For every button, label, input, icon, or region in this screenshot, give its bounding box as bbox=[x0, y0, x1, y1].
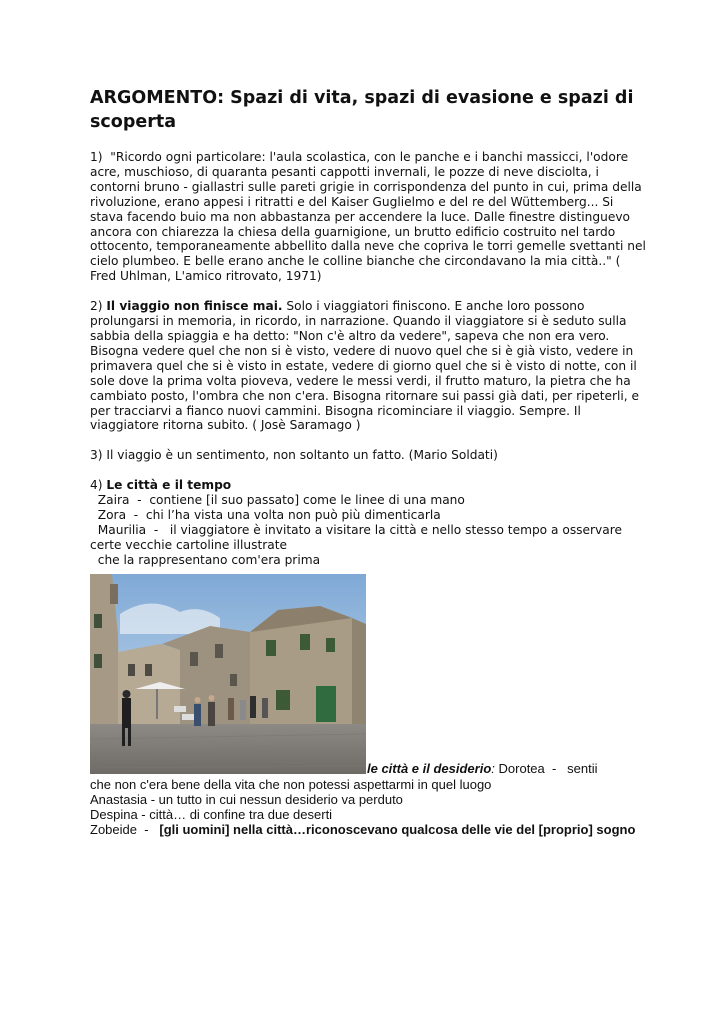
section-4-line-zaira: Zaira - contiene [il suo passato] come le linee di una mano bbox=[90, 493, 465, 508]
document-title: ARGOMENTO: Spazi di vita, spazi di evasione e spazi di scoperta bbox=[90, 88, 634, 132]
section-5-line-despina: Despina - città… di confine tra due deserti bbox=[90, 806, 333, 822]
section-5-zobeide-bold: [gli uomini] nella città…riconoscevano qualcosa delle vie del [proprio] sogno bbox=[159, 821, 636, 837]
document-page bbox=[90, 86, 650, 837]
section-2-text: Solo i viaggiatori finiscono. E anche loro possono prolungarsi in memoria, in ricordo, in narrazione. Quando il viaggiatore si è seduto sulla sabbia della spiaggia e ha detto: "Non c'è altro da vedere", sapeva che non era vero. Bisogna vedere quel che non si è visto, vedere di nuovo quel che si è già visto, vedere in primavera quel che si è visto in estate, vedere di giorno quel che si è visto di notte, con il sole dove la prima volta pioveva, vedere le messi verdi, il frutto maturo, la pietra che ha cambiato posto, l'ombra che non c'era. Bisogna ritornare sui passi già dati, per ripeterli, e per tracciarvi a fianco nuovi cammini. Bisogna ricominciare il viaggio. Sempre. Il viaggiatore ritorna subito. ( Josè Saramago ) bbox=[90, 299, 640, 433]
section-2-number: 2) bbox=[90, 299, 103, 314]
section-1-text: "Ricordo ogni particolare: l'aula scolastica, con le panche e i banchi massicci, l'odore acre, muschioso, di quaranta pesanti cappotti invernali, le pozze di neve disciolta, i contorni bruno - giallastri sulle pareti grigie in corrispondenza del punto in cui, prima della rivoluzione, erano appesi i ritratti e del Kaiser Guglielmo e del re del Wüttemberg... Si stava facendo buio ma non abbastanza per accendere la luce. Dalle finestre distinguevo ancora con chiarezza la chiesa della guarnigione, un brutto edificio costruito nel tardo ottocento, temporaneamente abbellito dalla neve che copriva le torri gemelle svettanti nel cielo plumbeo. E belle erano anche le colline bianche che circondavano la mia città.." ( Fred Uhlman, L'amico ritrovato, 1971) bbox=[90, 150, 646, 284]
section-4-line-maurilia: Maurilia - il viaggiatore è invitato a visitare la città e nello stesso tempo a osservare certe vecchie cartoline illustrate bbox=[90, 522, 626, 552]
section-1-number: 1) bbox=[90, 150, 103, 164]
section-2 bbox=[90, 299, 650, 433]
section-4 bbox=[90, 478, 650, 493]
section-4-heading: Le città e il tempo bbox=[106, 478, 232, 493]
section-5-lines bbox=[90, 777, 650, 837]
section-4-line-zora: Zora - chi l’ha vista una volta non può più dimenticarla bbox=[90, 508, 441, 523]
photo-block bbox=[90, 574, 650, 777]
section-1 bbox=[90, 150, 650, 284]
section-5-dorotea-rest: che non c'era bene della vita che non potessi aspettarmi in quel luogo bbox=[90, 776, 492, 792]
section-2-heading: Il viaggio non finisce mai. bbox=[106, 299, 283, 314]
section-4-number: 4) bbox=[90, 478, 103, 493]
section-3: 3) Il viaggio è un sentimento, non soltanto un fatto. (Mario Soldati) bbox=[90, 448, 498, 463]
section-4-line-prima: che la rappresentano com'era prima bbox=[90, 552, 321, 567]
section-5-colon: : bbox=[491, 760, 495, 776]
section-5-line-zobeide bbox=[90, 822, 650, 837]
town-square-photo bbox=[90, 574, 366, 774]
section-5-first-line bbox=[367, 761, 598, 776]
section-5-heading: le città e il desiderio bbox=[367, 760, 492, 776]
section-5-line-anastasia: Anastasia - un tutto in cui nessun desiderio va perduto bbox=[90, 791, 403, 807]
section-5-dorotea-start: Dorotea - sentii bbox=[494, 760, 598, 776]
section-5-zobeide-prefix: Zobeide - bbox=[90, 821, 160, 837]
